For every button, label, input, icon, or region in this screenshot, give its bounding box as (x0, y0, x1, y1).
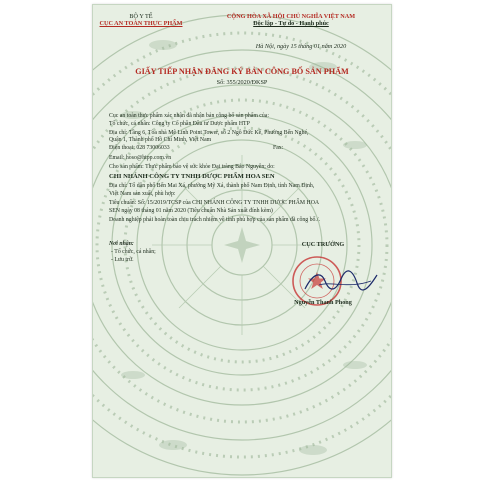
document-title: GIẤY TIẾP NHẬN ĐĂNG KÝ BẢN CÔNG BỐ SẢN PHẨM (135, 67, 349, 76)
intro-text: Cục an toàn thực phẩm xác nhận đã nhận bản công bố sản phẩm của: (109, 113, 269, 119)
organization: Tổ chức, cá nhân: Công ty Cổ phần Đầu tư Dược phẩm HTP (109, 121, 250, 127)
country-name: CỘNG HÒA XÃ HỘI CHỦ NGHĨA VIỆT NAM (226, 13, 356, 20)
handwritten-signature (301, 267, 381, 297)
recipients-label: Nơi nhận: (109, 241, 134, 247)
producer-address-1: Địa chỉ: Tổ dân phố Bến Mai Xá, phường Mỹ Xá, thành phố Nam Định, tỉnh Nam Định, (109, 183, 315, 189)
document-number: Số: 355/2020/ĐKSP (216, 79, 268, 86)
standard-line-2: SEN ngày 08 tháng 01 năm 2020 (Tiêu chuẩn Nhà Sản xuất đính kèm) (109, 208, 273, 214)
standard-line-1: Tiêu chuẩn: Số: 15/2019/TCSP của CHI NHÁNH CÔNG TY TNHH DƯỢC PHẨM HOA (109, 200, 320, 206)
producer-name: CHI NHÁNH CÔNG TY TNHH DƯỢC PHẨM HOA SEN (109, 173, 275, 180)
signature-role: CỤC TRƯỞNG (301, 241, 345, 248)
certificate-document (92, 4, 392, 478)
recipient-item: - Lưu trữ. (111, 257, 134, 263)
national-motto: Độc lập - Tự do - Hạnh phúc (253, 20, 329, 27)
producer-address-2: Việt Nam sản xuất, phù hợp: (109, 191, 176, 197)
product: Cho sản phẩm: Thực phẩm bảo vệ sức khỏe Đại tràng Bảo Nguyên; do: (109, 164, 275, 170)
address-line-1: Địa chỉ: Tầng 6, Tòa nhà Mê Linh Point Tower, số 2 Ngô Đức Kế, Phường Bến Nghé, (109, 130, 309, 136)
email: Email: hoso@htpp.com.vn (109, 155, 172, 161)
place-date: Hà Nội, ngày 15 tháng 01 năm 2020 (255, 43, 347, 50)
signer-name: Nguyễn Thanh Phong (294, 299, 352, 306)
fax: Fax: (273, 145, 284, 151)
agency-name: CỤC AN TOÀN THỰC PHẨM (99, 20, 183, 27)
ministry-name: BỘ Y TẾ (129, 13, 153, 20)
phone: Điện thoại: 028 73006033 (109, 145, 170, 151)
address-line-2: Quận 1, Thành phố Hồ Chí Minh, Việt Nam (109, 137, 212, 143)
commitment: Doanh nghiệp phải hoàn toàn chịu trách nhiệm về tính phù hợp của sản phẩm đã công bố./. (109, 217, 320, 223)
recipient-item: - Tổ chức, cá nhân; (111, 249, 156, 255)
